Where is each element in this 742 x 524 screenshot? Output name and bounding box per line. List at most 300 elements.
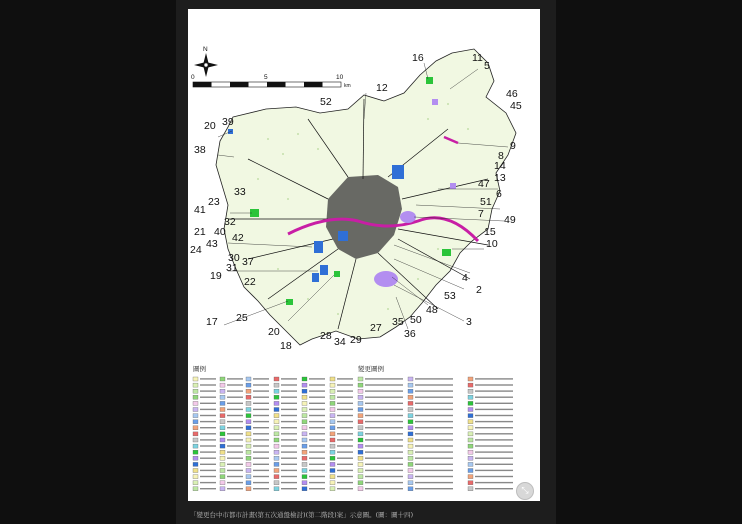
legend-text-line <box>253 390 269 391</box>
legend-swatch <box>220 432 225 436</box>
map-label: 13 <box>494 172 506 184</box>
legend-swatch <box>220 481 225 485</box>
change-legend-text-line <box>475 384 513 385</box>
change-legend-text-line <box>365 421 403 422</box>
map-label: 30 <box>228 252 240 264</box>
legend-text-line <box>281 470 297 471</box>
legend-swatch <box>246 401 251 405</box>
map-label: 40 <box>214 226 226 238</box>
legend-swatch <box>193 420 198 424</box>
legend-text-line <box>200 390 216 391</box>
legend-swatch <box>302 481 307 485</box>
legend-swatch <box>246 444 251 448</box>
legend-swatch <box>330 389 335 393</box>
legend-text-line <box>281 378 297 379</box>
legend-swatch <box>302 438 307 442</box>
legend-swatch <box>302 462 307 466</box>
change-legend-text-line <box>365 433 403 434</box>
legend-swatch <box>246 462 251 466</box>
legend-text-line <box>227 384 243 385</box>
change-legend-swatch <box>408 395 413 399</box>
legend-text-line <box>200 488 216 489</box>
legend-swatch <box>274 487 279 491</box>
change-legend-swatch <box>408 401 413 405</box>
map-label: 42 <box>232 232 244 244</box>
change-legend-swatch <box>358 475 363 479</box>
legend-swatch <box>246 475 251 479</box>
change-legend-text-line <box>475 482 513 483</box>
legend-text-line <box>200 451 216 452</box>
change-legend-swatch <box>358 414 363 418</box>
legend-text-line <box>227 488 243 489</box>
legend-swatch <box>246 456 251 460</box>
change-legend-swatch <box>468 481 473 485</box>
change-legend-text-line <box>415 439 453 440</box>
legend-text-line <box>337 439 353 440</box>
map-label: 2 <box>476 284 482 296</box>
legend-text-line <box>337 397 353 398</box>
map-label: 20 <box>204 120 216 132</box>
legend-swatch <box>193 469 198 473</box>
legend-text-line <box>309 415 325 416</box>
change-legend-swatch <box>408 450 413 454</box>
change-legend-text-line <box>365 476 403 477</box>
legend-text-line <box>227 476 243 477</box>
expand-icon[interactable] <box>516 482 534 500</box>
change-legend-swatch <box>468 414 473 418</box>
change-legend-swatch <box>358 389 363 393</box>
map-image[interactable] <box>188 9 540 501</box>
change-legend-text-line <box>415 482 453 483</box>
legend-text-line <box>227 427 243 428</box>
change-legend-text-line <box>415 397 453 398</box>
legend-swatch <box>193 444 198 448</box>
map-label: 41 <box>194 204 206 216</box>
north-label: N <box>203 46 208 53</box>
legend-text-line <box>309 451 325 452</box>
change-legend-text-line <box>475 421 513 422</box>
change-legend-swatch <box>468 438 473 442</box>
legend-swatch <box>330 420 335 424</box>
legend-swatch <box>220 420 225 424</box>
legend-text-line <box>309 427 325 428</box>
legend-swatch <box>246 377 251 381</box>
legend-swatch <box>274 395 279 399</box>
legend-text-line <box>253 397 269 398</box>
change-legend-text-line <box>475 439 513 440</box>
change-legend-swatch <box>468 383 473 387</box>
legend-text-line <box>337 427 353 428</box>
legend-text-line <box>281 421 297 422</box>
legend-swatch <box>193 487 198 491</box>
legend-swatch <box>302 475 307 479</box>
legend-text-line <box>337 384 353 385</box>
legend-text-line <box>281 458 297 459</box>
legend-swatch <box>246 389 251 393</box>
legend-text-line <box>281 415 297 416</box>
change-legend-text-line <box>475 427 513 428</box>
map-label: 27 <box>370 322 382 334</box>
map-label: 14 <box>494 160 506 172</box>
change-legend-swatch <box>408 456 413 460</box>
map-label: 17 <box>206 316 218 328</box>
legend-text-line <box>200 445 216 446</box>
map-label: 11 <box>472 52 483 64</box>
change-legend-text-line <box>415 403 453 404</box>
map-label: 7 <box>478 208 484 220</box>
change-legend-swatch <box>358 408 363 412</box>
legend-swatch <box>330 383 335 387</box>
legend-swatch <box>193 462 198 466</box>
legend-text-line <box>200 378 216 379</box>
legend-text-line <box>227 390 243 391</box>
legend-swatch <box>274 383 279 387</box>
legend-swatch <box>274 377 279 381</box>
legend-text-line <box>309 433 325 434</box>
legend-swatch <box>246 420 251 424</box>
map-label: 39 <box>222 116 234 128</box>
legend-text-line <box>309 390 325 391</box>
map-label: 22 <box>244 276 256 288</box>
change-legend-text-line <box>365 409 403 410</box>
change-legend-swatch <box>408 469 413 473</box>
legend-text-line <box>337 445 353 446</box>
legend-text-line <box>253 427 269 428</box>
legend-swatch <box>220 450 225 454</box>
map-label: 28 <box>320 330 332 342</box>
change-legend-text-line <box>415 409 453 410</box>
legend-swatch <box>193 450 198 454</box>
legend-swatch <box>330 481 335 485</box>
legend-swatch <box>330 444 335 448</box>
legend-text-line <box>309 476 325 477</box>
map-label: 49 <box>504 214 516 226</box>
change-legend-swatch <box>408 475 413 479</box>
legend-text-line <box>200 409 216 410</box>
change-legend-swatch <box>468 426 473 430</box>
legend-swatch <box>220 444 225 448</box>
legend-text-line <box>281 488 297 489</box>
map-label: 36 <box>404 328 416 340</box>
legend-swatch <box>220 426 225 430</box>
legend-text-line <box>253 433 269 434</box>
legend-text-line <box>253 445 269 446</box>
legend-swatch <box>193 456 198 460</box>
change-legend-swatch <box>468 462 473 466</box>
change-legend-text-line <box>365 488 403 489</box>
legend-text-line <box>309 421 325 422</box>
map-label: 52 <box>320 96 332 108</box>
legend-swatch <box>302 432 307 436</box>
legend-swatch <box>302 469 307 473</box>
legend-text-line <box>200 470 216 471</box>
legend-swatch <box>302 383 307 387</box>
legend-swatch <box>274 414 279 418</box>
map-label: 9 <box>510 140 516 152</box>
map-label: 43 <box>206 238 218 250</box>
legend-text-line <box>253 421 269 422</box>
legend-swatch <box>246 469 251 473</box>
change-legend-swatch <box>468 395 473 399</box>
map-label: 19 <box>210 270 222 282</box>
legend-title: 圖例 <box>193 365 206 373</box>
legend-swatch <box>330 475 335 479</box>
change-legend-text-line <box>415 390 453 391</box>
legend-text-line <box>253 415 269 416</box>
map-label: 46 <box>506 88 518 100</box>
change-legend-text-line <box>365 458 403 459</box>
legend-swatch <box>274 389 279 393</box>
legend-swatch <box>330 377 335 381</box>
legend-text-line <box>227 421 243 422</box>
change-legend-swatch <box>468 401 473 405</box>
legend-swatch <box>274 456 279 460</box>
legend-swatch <box>330 462 335 466</box>
change-legend-swatch <box>408 408 413 412</box>
change-legend-text-line <box>475 488 513 489</box>
change-legend-swatch <box>408 414 413 418</box>
change-legend-swatch <box>468 408 473 412</box>
legend-text-line <box>227 439 243 440</box>
change-legend-text-line <box>475 476 513 477</box>
legend-text-line <box>200 433 216 434</box>
legend-swatch <box>302 401 307 405</box>
legend-swatch <box>302 426 307 430</box>
legend-text-line <box>337 415 353 416</box>
change-legend-swatch <box>408 444 413 448</box>
legend-text-line <box>281 427 297 428</box>
legend-text-line <box>200 458 216 459</box>
change-legend-text-line <box>365 451 403 452</box>
map-label: 45 <box>510 100 522 112</box>
legend-text-line <box>281 403 297 404</box>
legend-swatch <box>193 377 198 381</box>
change-legend-swatch <box>468 420 473 424</box>
change-legend-text-line <box>475 458 513 459</box>
legend-text-line <box>281 439 297 440</box>
change-legend-text-line <box>415 464 453 465</box>
legend-text-line <box>253 476 269 477</box>
legend-swatch <box>274 444 279 448</box>
legend-swatch <box>302 414 307 418</box>
change-legend-swatch <box>408 462 413 466</box>
legend-text-line <box>281 482 297 483</box>
legend-text-line <box>309 384 325 385</box>
scale-label-0: 0 <box>191 74 195 81</box>
legend-text-line <box>281 445 297 446</box>
legend-text-line <box>200 403 216 404</box>
legend-text-line <box>200 397 216 398</box>
legend-swatch <box>302 377 307 381</box>
change-legend-text-line <box>365 415 403 416</box>
change-legend-swatch <box>358 377 363 381</box>
legend-swatch <box>330 426 335 430</box>
legend-text-line <box>281 451 297 452</box>
legend-text-line <box>281 397 297 398</box>
legend-text-line <box>337 464 353 465</box>
legend-text-line <box>309 403 325 404</box>
legend-text-line <box>309 445 325 446</box>
legend-swatch <box>193 395 198 399</box>
legend-text-line <box>281 433 297 434</box>
change-legend-text-line <box>415 458 453 459</box>
change-legend-title: 變更圖例 <box>358 365 384 373</box>
change-legend-swatch <box>408 420 413 424</box>
map-label: 34 <box>334 336 346 348</box>
legend-swatch <box>220 395 225 399</box>
legend-text-line <box>309 409 325 410</box>
legend-text-line <box>227 397 243 398</box>
change-legend-swatch <box>468 377 473 381</box>
change-legend-swatch <box>408 432 413 436</box>
legend-text-line <box>253 384 269 385</box>
legend-text-line <box>337 476 353 477</box>
legend-text-line <box>281 384 297 385</box>
change-legend-text-line <box>415 451 453 452</box>
legend-text-line <box>227 445 243 446</box>
map-label: 37 <box>242 256 254 268</box>
change-legend-swatch <box>358 401 363 405</box>
image-caption: 「變更台中市都市計畫(第五次通盤檢討)(第二階段)案」示意圖。(圖：圖十四) <box>190 511 414 519</box>
change-legend-swatch <box>358 469 363 473</box>
map-label: 24 <box>190 244 202 256</box>
change-legend-swatch <box>468 487 473 491</box>
legend-swatch <box>246 426 251 430</box>
legend-swatch <box>193 438 198 442</box>
legend-swatch <box>193 426 198 430</box>
change-legend-text-line <box>365 439 403 440</box>
legend-text-line <box>281 464 297 465</box>
change-legend-text-line <box>365 397 403 398</box>
legend-swatch <box>193 389 198 393</box>
change-legend-text-line <box>365 464 403 465</box>
change-legend-swatch <box>468 469 473 473</box>
map-label: 16 <box>412 52 424 64</box>
legend-swatch <box>193 432 198 436</box>
map-label: 31 <box>226 262 238 274</box>
change-legend-text-line <box>415 378 453 379</box>
legend-text-line <box>200 415 216 416</box>
map-label: 25 <box>236 312 248 324</box>
change-legend-swatch <box>468 475 473 479</box>
map-label: 20 <box>268 326 280 338</box>
legend-swatch <box>302 408 307 412</box>
map-label: 23 <box>208 196 220 208</box>
legend-swatch <box>220 469 225 473</box>
change-legend-text-line <box>475 390 513 391</box>
scale-unit: km <box>344 83 351 89</box>
legend-swatch <box>193 414 198 418</box>
map-label: 12 <box>376 82 388 94</box>
legend-text-line <box>227 378 243 379</box>
change-legend-swatch <box>358 432 363 436</box>
map-label: 32 <box>224 216 236 228</box>
legend-swatch <box>274 462 279 466</box>
map-label: 48 <box>426 304 438 316</box>
change-legend-text-line <box>475 397 513 398</box>
legend-text-line <box>200 476 216 477</box>
change-legend-text-line <box>475 409 513 410</box>
map-label: 6 <box>496 188 502 200</box>
change-legend-swatch <box>358 383 363 387</box>
change-legend-text-line <box>415 384 453 385</box>
legend-swatch <box>193 408 198 412</box>
change-legend-text-line <box>415 427 453 428</box>
legend-swatch <box>220 438 225 442</box>
change-legend-text-line <box>475 378 513 379</box>
map-label: 15 <box>484 226 496 238</box>
legend-text-line <box>227 482 243 483</box>
change-legend-text-line <box>475 470 513 471</box>
map-label: 53 <box>444 290 456 302</box>
legend-swatch <box>193 383 198 387</box>
legend-text-line <box>253 378 269 379</box>
legend-swatch <box>330 469 335 473</box>
legend-swatch <box>274 408 279 412</box>
map-label: 47 <box>478 178 490 190</box>
legend-text-line <box>337 421 353 422</box>
change-legend-swatch <box>468 444 473 448</box>
change-legend-text-line <box>415 433 453 434</box>
change-legend-swatch <box>358 450 363 454</box>
change-legend-text-line <box>365 378 403 379</box>
legend-swatch <box>302 450 307 454</box>
legend-swatch <box>246 383 251 387</box>
legend-text-line <box>309 464 325 465</box>
legend-text-line <box>200 464 216 465</box>
change-legend-swatch <box>358 487 363 491</box>
legend-swatch <box>220 377 225 381</box>
legend-swatch <box>220 389 225 393</box>
change-legend-text-line <box>415 476 453 477</box>
legend-text-line <box>253 409 269 410</box>
legend-text-line <box>253 451 269 452</box>
legend-swatch <box>330 438 335 442</box>
legend-swatch <box>220 487 225 491</box>
legend-swatch <box>220 408 225 412</box>
legend-swatch <box>246 395 251 399</box>
legend-swatch <box>330 456 335 460</box>
legend-swatch <box>330 414 335 418</box>
legend-swatch <box>193 475 198 479</box>
change-legend-swatch <box>408 426 413 430</box>
scale-label-10: 10 <box>336 74 344 81</box>
change-legend-text-line <box>365 384 403 385</box>
legend-swatch <box>246 414 251 418</box>
legend-text-line <box>227 415 243 416</box>
change-legend-text-line <box>475 445 513 446</box>
change-legend-swatch <box>408 438 413 442</box>
legend-swatch <box>274 401 279 405</box>
legend-text-line <box>200 439 216 440</box>
map-label: 29 <box>350 334 362 346</box>
map-label: 10 <box>486 238 498 250</box>
change-legend-swatch <box>468 389 473 393</box>
legend-swatch <box>330 401 335 405</box>
legend-swatch <box>220 462 225 466</box>
legend-text-line <box>227 433 243 434</box>
legend-swatch <box>274 438 279 442</box>
legend-swatch <box>246 450 251 454</box>
legend-text-line <box>227 403 243 404</box>
change-legend-swatch <box>408 389 413 393</box>
change-legend-swatch <box>408 487 413 491</box>
legend-swatch <box>302 389 307 393</box>
legend-text-line <box>200 427 216 428</box>
legend-text-line <box>227 458 243 459</box>
change-legend-text-line <box>475 464 513 465</box>
change-legend-text-line <box>365 427 403 428</box>
